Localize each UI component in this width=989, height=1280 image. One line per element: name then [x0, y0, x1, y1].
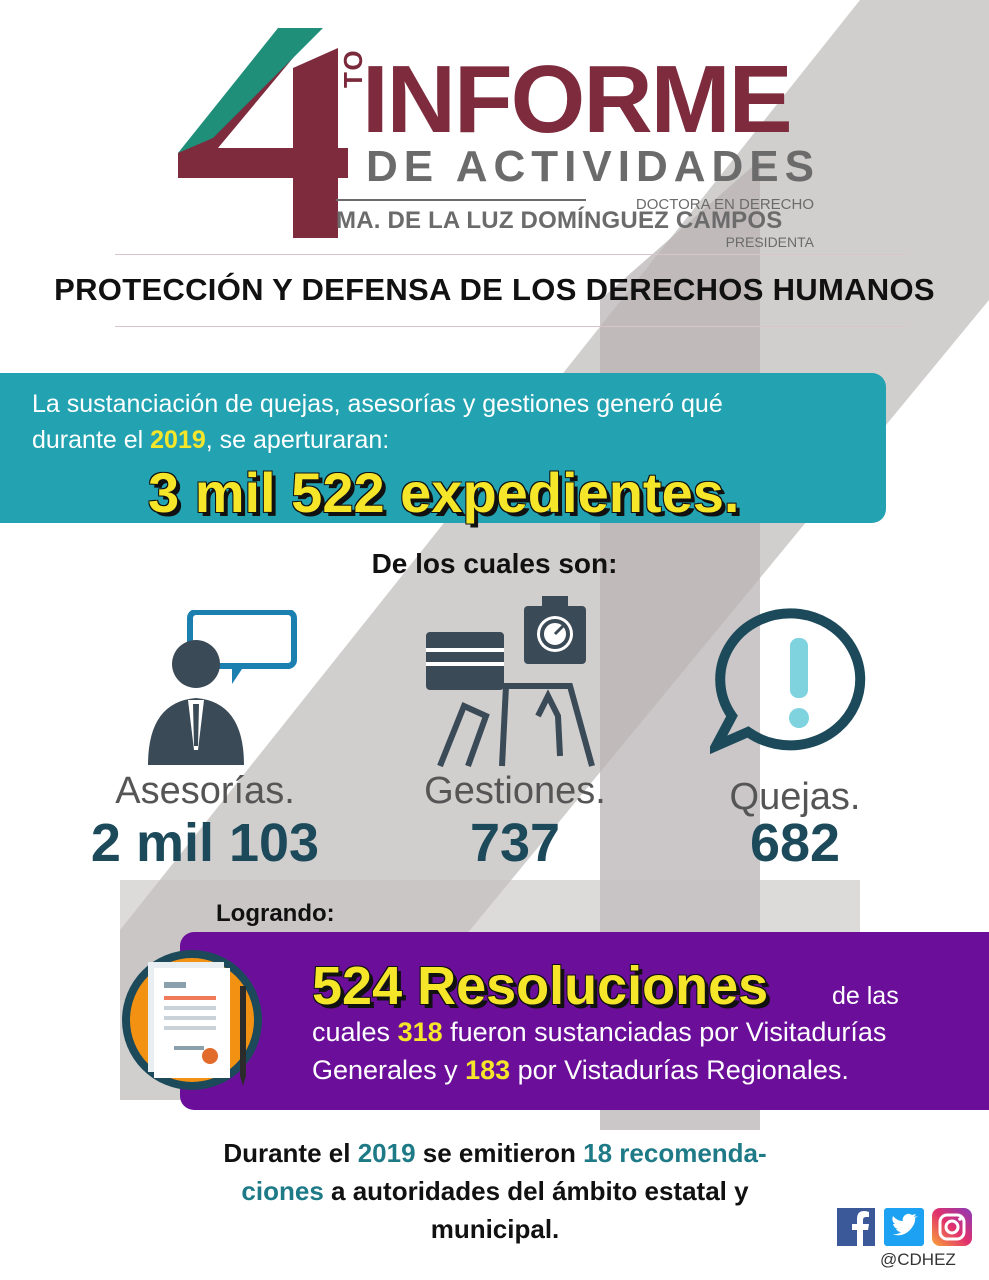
achievement-heading: Lograndо:	[216, 900, 335, 927]
footer-p3: a autoridades del ámbito estatal y	[323, 1176, 749, 1206]
gestiones-value: 737	[469, 813, 561, 873]
footer-p2: se emitieron	[415, 1138, 584, 1168]
recommendations-word: ciones	[241, 1176, 324, 1206]
advisor-speech-icon	[140, 610, 300, 770]
recommendations-count: 18 recomenda-	[583, 1138, 767, 1168]
quejas-label: Quejas.	[729, 776, 861, 818]
total-expedientes: 3 mil 522 expedientes.	[148, 461, 740, 524]
logo-suffix: TO	[338, 48, 368, 88]
document-certificate-icon	[118, 946, 266, 1094]
intro-line-2-pre: durante el	[32, 426, 151, 454]
resoluciones-line-3	[312, 1051, 952, 1089]
asesorias-value: 2 mil 103	[90, 813, 320, 873]
intro-text	[32, 386, 852, 458]
visitadurias-generales-count: 318	[397, 1017, 443, 1047]
res-line2-pre: cuales	[312, 1017, 398, 1047]
visitadurias-regionales-count: 183	[465, 1055, 511, 1085]
footer-year: 2019	[357, 1138, 416, 1168]
asesorias-label: Asesorías.	[115, 770, 295, 812]
resoluciones-tail: de las	[832, 982, 899, 1010]
section-title: PROTECCIÓN Y DEFENSA DE LOS DERECHOS HUMANOS	[54, 272, 935, 307]
president-name: MA. DE LA LUZ DOMÍNGUEZ CAMPOS	[336, 207, 783, 234]
degree-label: DOCTORA EN DERECHO	[635, 196, 814, 213]
instagram-icon[interactable]	[932, 1208, 972, 1246]
facebook-icon[interactable]	[837, 1208, 875, 1246]
intro-year: 2019	[150, 426, 206, 454]
resoluciones-detail	[312, 1013, 952, 1089]
document-stamp-icon	[420, 596, 610, 771]
res-line3-pre: Generales y	[312, 1055, 466, 1085]
recommendations-text	[160, 1134, 830, 1248]
social-handle: @CDHEZ	[880, 1250, 956, 1269]
intro-line-2	[32, 422, 852, 458]
res-line3-post: por Vistadurías Regionales.	[510, 1055, 849, 1085]
gestiones-label: Gestiones.	[424, 770, 606, 812]
report-subtitle: DE ACTIVIDADES	[366, 142, 820, 191]
breakdown-heading: De los cuales son:	[371, 548, 618, 579]
exclamation-bubble-icon	[710, 606, 880, 756]
footer-p1: Durante el	[223, 1138, 358, 1168]
divider	[115, 254, 905, 255]
intro-line-1: La sustanciación de quejas, asesorías y gestiones generó qué	[32, 390, 723, 418]
recommendations-line-3: municipal.	[430, 1214, 560, 1244]
report-title: INFORME	[362, 46, 791, 153]
twitter-icon[interactable]	[884, 1208, 924, 1246]
intro-line-2-post: , se aperturaran:	[205, 426, 390, 454]
logo-divider	[336, 199, 586, 201]
resoluciones-total: 524 Resoluciones	[312, 956, 769, 1016]
role-label: PRESIDENTA	[725, 234, 814, 250]
resoluciones-line-2	[312, 1013, 952, 1051]
divider	[115, 326, 905, 327]
recommendations-line-1	[160, 1134, 830, 1172]
quejas-value: 682	[749, 813, 841, 873]
recommendations-line-2	[160, 1172, 830, 1210]
res-line2-post: fueron sustanciadas por Visitadurías	[442, 1017, 887, 1047]
